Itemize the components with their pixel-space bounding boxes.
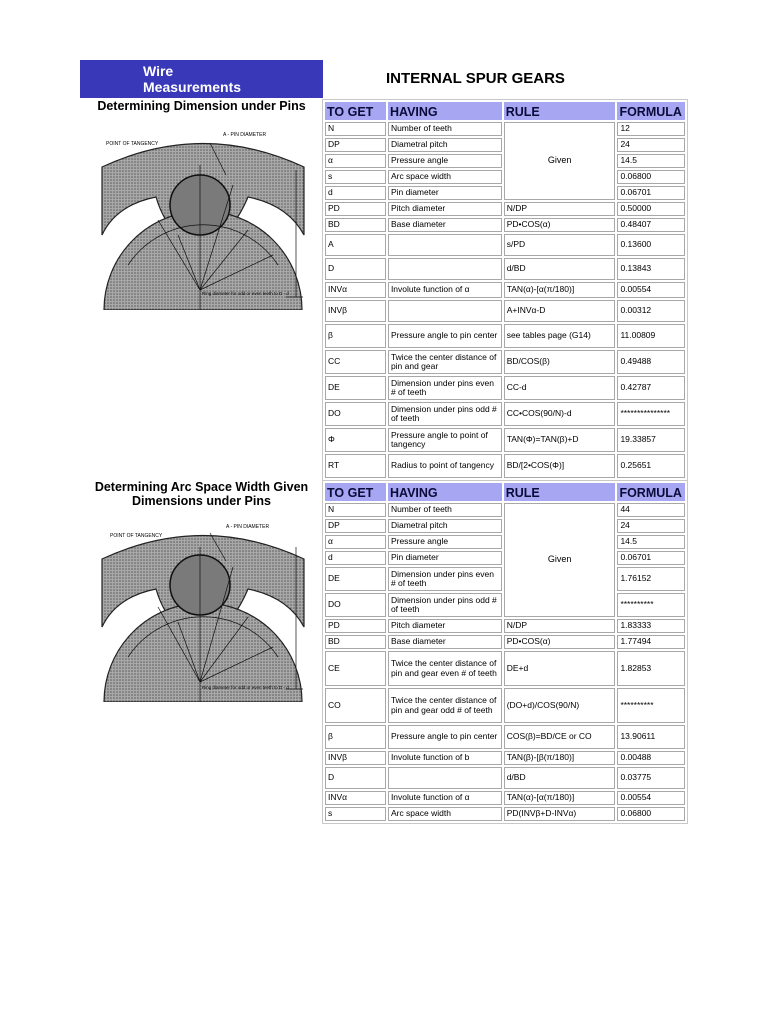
cell-having: Involute function of α [388,791,502,805]
table-row [325,428,685,452]
table-row [325,503,685,517]
cell-formula: 0.42787 [617,376,685,400]
cell-formula: 12 [617,122,685,136]
section-badge [80,60,323,98]
column-header-formula: FORMULA [617,483,685,501]
cell-formula: 0.48407 [617,218,685,232]
cell-to-get: s [325,170,386,184]
cell-to-get: INVβ [325,300,386,322]
cell-to-get: CC [325,350,386,374]
arc-space-width-table [323,481,687,823]
cell-rule: TAN(β)-[β(π/180)] [504,751,616,765]
table-row [325,282,685,298]
cell-having [388,234,502,256]
table-row [325,300,685,322]
cell-rule: A+INVα-D [504,300,616,322]
cell-formula: 11.00809 [617,324,685,348]
figure-label: Ring diameter for odd or even teeth to D - d [202,291,289,296]
cell-to-get: DE [325,376,386,400]
section-2-title-line-1: Determining Arc Space Width Given [94,480,309,494]
badge-line-1: Wire [143,63,174,79]
cell-to-get: DO [325,593,386,617]
cell-to-get: PD [325,619,386,633]
cell-rule: (DO+d)/COS(90/N) [504,688,616,723]
cell-rule: N/DP [504,202,616,216]
figure-label: POINT OF TANGENCY [110,533,163,539]
table-row [325,619,685,633]
cell-to-get: DO [325,402,386,426]
cell-to-get: β [325,725,386,749]
cell-having: Pitch diameter [388,202,502,216]
cell-rule: PD(INVβ+D-INVα) [504,807,616,821]
cell-formula: ********** [617,593,685,617]
cell-to-get: INVα [325,791,386,805]
table-row [325,767,685,789]
cell-having: Involute function of α [388,282,502,298]
badge-line-2: Measurements [143,79,242,95]
column-header-formula: FORMULA [617,102,685,120]
table-row [325,218,685,232]
cell-formula: 0.03775 [617,767,685,789]
cell-formula: 0.06800 [617,807,685,821]
cell-formula: 1.83333 [617,619,685,633]
column-header-rule: RULE [504,102,616,120]
cell-to-get: PD [325,202,386,216]
gear-diagram-1 [98,125,308,310]
cell-to-get: D [325,767,386,789]
cell-having: Number of teeth [388,122,502,136]
cell-having [388,258,502,280]
cell-rule: BD/[2•COS(Φ)] [504,454,616,478]
cell-having [388,767,502,789]
table-row [325,350,685,374]
cell-formula: 13.90611 [617,725,685,749]
cell-to-get: N [325,122,386,136]
table-row [325,234,685,256]
table-row [325,122,685,136]
cell-having: Arc space width [388,170,502,184]
cell-having: Pressure angle to point of tangency [388,428,502,452]
table-header-row [325,483,685,501]
cell-having: Involute function of b [388,751,502,765]
cell-rule: PD•COS(α) [504,635,616,649]
cell-formula: 0.06701 [617,186,685,200]
figure-label: Ring diameter for odd or even teeth to D - d [202,685,289,690]
cell-having: Pin diameter [388,186,502,200]
cell-having: Radius to point of tangency [388,454,502,478]
cell-rule: COS(β)=BD/CE or CO [504,725,616,749]
figure-label: A - PIN DIAMETER [226,524,270,530]
table-row [325,258,685,280]
cell-having: Dimension under pins even # of teeth [388,376,502,400]
cell-formula: 19.33857 [617,428,685,452]
cell-to-get: α [325,154,386,168]
cell-having: Pitch diameter [388,619,502,633]
cell-having: Pressure angle to pin center [388,324,502,348]
cell-to-get: α [325,535,386,549]
column-header-rule: RULE [504,483,616,501]
cell-formula: 0.49488 [617,350,685,374]
cell-rule-given: Given [504,122,616,200]
cell-to-get: A [325,234,386,256]
cell-having: Diametral pitch [388,519,502,533]
cell-to-get: CE [325,651,386,686]
cell-to-get: d [325,551,386,565]
column-header-having: HAVING [388,483,502,501]
cell-rule: CC-d [504,376,616,400]
cell-formula: 1.77494 [617,635,685,649]
cell-having: Pin diameter [388,551,502,565]
cell-having: Arc space width [388,807,502,821]
cell-to-get: CO [325,688,386,723]
cell-to-get: DE [325,567,386,591]
column-header-to-get: TO GET [325,483,386,501]
page-title: INTERNAL SPUR GEARS [386,70,565,87]
cell-having: Twice the center distance of pin and gear even # of teeth [388,651,502,686]
cell-to-get: Φ [325,428,386,452]
cell-formula: 0.25651 [617,454,685,478]
cell-having: Number of teeth [388,503,502,517]
table-header-row [325,102,685,120]
cell-rule: TAN(α)-[α(π/180)] [504,282,616,298]
cell-to-get: β [325,324,386,348]
cell-rule: N/DP [504,619,616,633]
cell-having: Twice the center distance of pin and gear odd # of teeth [388,688,502,723]
cell-rule: BD/COS(β) [504,350,616,374]
cell-formula: *************** [617,402,685,426]
cell-to-get: DP [325,138,386,152]
cell-formula: 0.00312 [617,300,685,322]
cell-having: Twice the center distance of pin and gear [388,350,502,374]
section-2-title [86,480,317,508]
cell-rule: TAN(Φ)=TAN(β)+D [504,428,616,452]
gear-diagram-2 [98,517,308,702]
table-row [325,402,685,426]
cell-to-get: INVα [325,282,386,298]
table-row [325,791,685,805]
cell-formula: 1.76152 [617,567,685,591]
cell-rule-given: Given [504,503,616,617]
table-row [325,635,685,649]
cell-to-get: d [325,186,386,200]
cell-formula: 44 [617,503,685,517]
cell-having [388,300,502,322]
cell-formula: 0.50000 [617,202,685,216]
table-row [325,725,685,749]
cell-formula: 1.82853 [617,651,685,686]
table-row [325,807,685,821]
table-row [325,751,685,765]
cell-formula: 0.06800 [617,170,685,184]
cell-to-get: RT [325,454,386,478]
cell-having: Diametral pitch [388,138,502,152]
cell-rule: DE+d [504,651,616,686]
table-row [325,324,685,348]
cell-formula: 0.00554 [617,282,685,298]
cell-formula: 0.00488 [617,751,685,765]
figure-label: A - PIN DIAMETER [223,132,267,138]
table-row [325,454,685,478]
section-2-title-line-2: Dimensions under Pins [132,494,271,508]
cell-formula: 0.06701 [617,551,685,565]
cell-having: Dimension under pins odd # of teeth [388,402,502,426]
table-row [325,688,685,723]
cell-to-get: DP [325,519,386,533]
cell-rule: d/BD [504,258,616,280]
cell-formula: 0.13843 [617,258,685,280]
cell-having: Dimension under pins odd # of teeth [388,593,502,617]
cell-formula: 0.13600 [617,234,685,256]
cell-formula: 0.00554 [617,791,685,805]
cell-to-get: D [325,258,386,280]
column-header-having: HAVING [388,102,502,120]
cell-formula: ********** [617,688,685,723]
cell-formula: 14.5 [617,535,685,549]
cell-rule: PD•COS(α) [504,218,616,232]
cell-having: Pressure angle [388,154,502,168]
cell-having: Pressure angle [388,535,502,549]
cell-having: Pressure angle to pin center [388,725,502,749]
cell-to-get: BD [325,218,386,232]
cell-to-get: INVβ [325,751,386,765]
cell-rule: d/BD [504,767,616,789]
cell-having: Base diameter [388,635,502,649]
column-header-to-get: TO GET [325,102,386,120]
table-row [325,202,685,216]
cell-having: Base diameter [388,218,502,232]
cell-to-get: BD [325,635,386,649]
cell-to-get: s [325,807,386,821]
section-1-title: Determining Dimension under Pins [97,99,306,113]
cell-formula: 24 [617,138,685,152]
table-row [325,376,685,400]
cell-formula: 14.5 [617,154,685,168]
cell-formula: 24 [617,519,685,533]
table-row [325,651,685,686]
figure-label: POINT OF TANGENCY [106,141,159,147]
cell-to-get: N [325,503,386,517]
cell-rule: s/PD [504,234,616,256]
cell-rule: see tables page (G14) [504,324,616,348]
dimension-under-pins-table [323,100,687,480]
cell-rule: CC•COS(90/N)-d [504,402,616,426]
cell-having: Dimension under pins even # of teeth [388,567,502,591]
cell-rule: TAN(α)-[α(π/180)] [504,791,616,805]
